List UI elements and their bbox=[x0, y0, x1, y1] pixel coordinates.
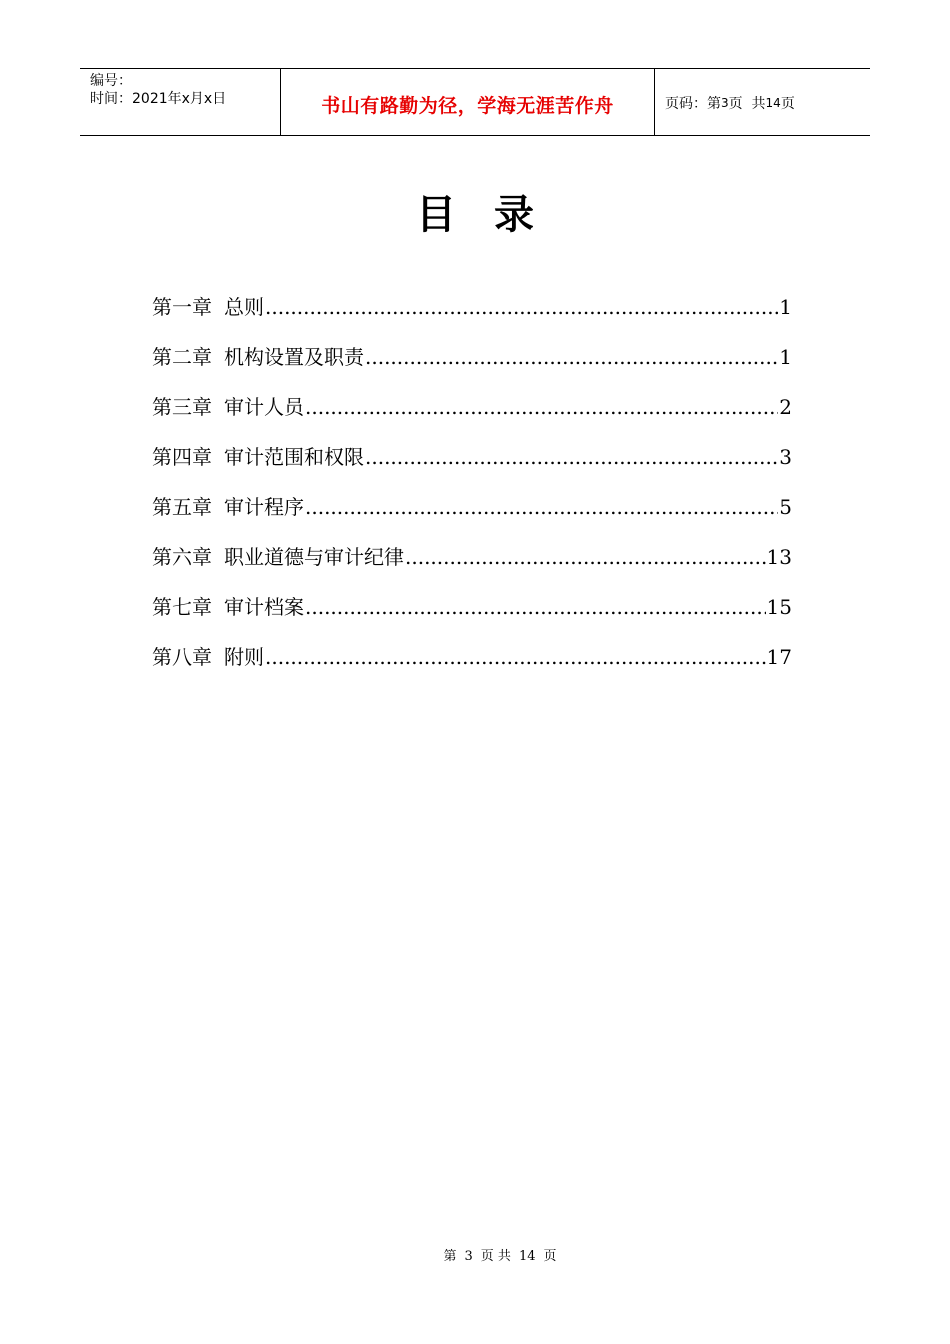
toc-page-number: 5 bbox=[779, 495, 792, 519]
toc-chapter-title: 附则 bbox=[224, 645, 264, 669]
toc-dot-leader bbox=[405, 540, 766, 574]
page-mid: 页 共 bbox=[728, 96, 766, 112]
header-page-cell bbox=[655, 69, 870, 135]
toc-chapter-title: 审计范围和权限 bbox=[224, 445, 364, 469]
toc-entry[interactable] bbox=[152, 590, 792, 640]
toc-dot-leader bbox=[265, 640, 766, 674]
toc-page-number: 3 bbox=[779, 445, 792, 469]
toc-dot-leader bbox=[305, 390, 778, 424]
toc-dot-leader bbox=[305, 490, 778, 524]
toc-chapter-title: 审计程序 bbox=[224, 495, 304, 519]
serial-label: 编号： bbox=[90, 73, 132, 89]
toc-entry[interactable] bbox=[152, 540, 792, 590]
toc-dot-leader bbox=[305, 590, 766, 624]
toc-chapter-number: 第四章 bbox=[152, 445, 212, 469]
page-footer bbox=[0, 1245, 950, 1264]
toc-chapter-number: 第六章 bbox=[152, 545, 212, 569]
toc-page-number: 2 bbox=[779, 395, 792, 419]
toc-page-number: 15 bbox=[766, 595, 792, 619]
page-label: 页码：第 bbox=[665, 96, 721, 112]
toc-chapter-number: 第三章 bbox=[152, 395, 212, 419]
header-motto-cell bbox=[281, 69, 655, 135]
toc-dot-leader bbox=[365, 440, 778, 474]
toc-entry[interactable] bbox=[152, 340, 792, 390]
header-meta-cell bbox=[80, 69, 281, 135]
time-label: 时间：2021年x月x日 bbox=[90, 91, 227, 107]
header-motto: 书山有路勤为径，学海无涯苦作舟 bbox=[321, 94, 614, 117]
toc-entry[interactable] bbox=[152, 640, 792, 690]
toc-entry[interactable] bbox=[152, 490, 792, 540]
toc-chapter-number: 第一章 bbox=[152, 295, 212, 319]
toc-chapter-title: 审计人员 bbox=[224, 395, 304, 419]
toc-chapter-title: 审计档案 bbox=[224, 595, 304, 619]
page-header bbox=[80, 68, 870, 136]
footer-suffix: 页 bbox=[543, 1249, 557, 1264]
footer-total: 14 bbox=[518, 1249, 536, 1264]
toc-entry[interactable] bbox=[152, 390, 792, 440]
toc-page-number: 13 bbox=[766, 545, 792, 569]
toc-chapter-title: 总则 bbox=[224, 295, 264, 319]
footer-current: 3 bbox=[464, 1249, 473, 1264]
table-of-contents bbox=[152, 290, 792, 690]
page-title: 目录 bbox=[416, 192, 572, 238]
toc-page-number: 1 bbox=[779, 345, 792, 369]
toc-chapter-number: 第五章 bbox=[152, 495, 212, 519]
toc-entry[interactable] bbox=[152, 290, 792, 340]
footer-prefix: 第 bbox=[443, 1249, 457, 1264]
toc-chapter-title: 机构设置及职责 bbox=[224, 345, 364, 369]
toc-page-number: 1 bbox=[779, 295, 792, 319]
page-end: 页 bbox=[780, 96, 795, 112]
toc-page-number: 17 bbox=[766, 645, 792, 669]
footer-mid: 页 共 bbox=[480, 1249, 511, 1264]
toc-chapter-number: 第八章 bbox=[152, 645, 212, 669]
page-current: 3 bbox=[721, 96, 729, 110]
toc-entry[interactable] bbox=[152, 440, 792, 490]
toc-chapter-title: 职业道德与审计纪律 bbox=[224, 545, 404, 569]
toc-chapter-number: 第二章 bbox=[152, 345, 212, 369]
toc-dot-leader bbox=[265, 290, 778, 324]
page-total: 14 bbox=[765, 96, 781, 110]
toc-chapter-number: 第七章 bbox=[152, 595, 212, 619]
toc-dot-leader bbox=[365, 340, 778, 374]
